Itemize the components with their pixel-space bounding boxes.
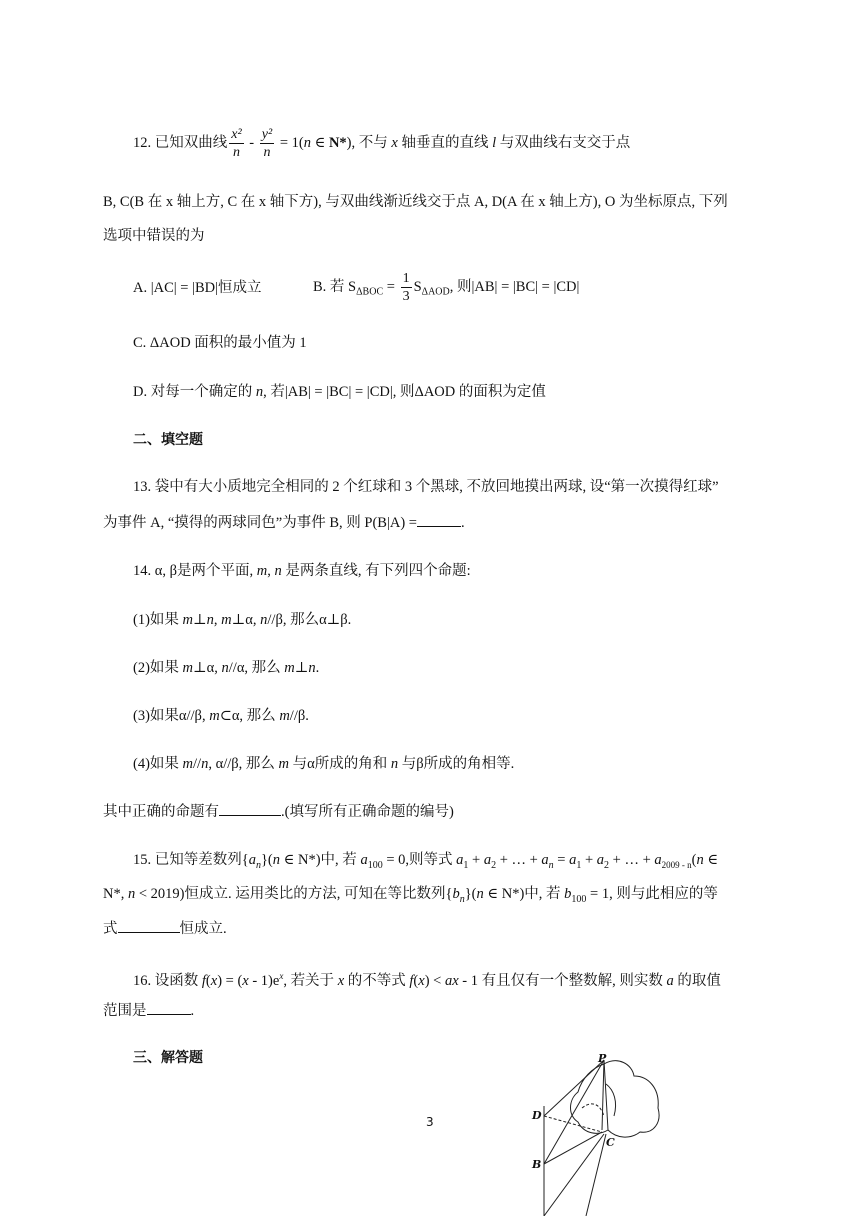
- answer-blank[interactable]: [219, 801, 281, 816]
- q12-option-d: D. 对每一个确定的 n, 若|AB| = |BC| = |CD|, 则ΔAOD 的面积为定值: [133, 384, 546, 400]
- section-heading-fill-in: 二、填空题: [133, 432, 203, 448]
- edge-pc-2: [604, 1060, 608, 1130]
- geometry-figure: [522, 1050, 672, 1216]
- q12-fraction-third: $\frac{1}{3}$: [402, 271, 410, 304]
- q12-option-a: A. |AC| = |BD|恒成立: [133, 280, 262, 296]
- label-d: D: [532, 1109, 542, 1122]
- q15-line1: 15. 已知等差数列$\{a_n\}(n$ ∈ N*)中, 若 $a_{100} = 0$,则等式 $a_1 + a_2$ + … + $a_n = a_1 + a_2$ + … + $a_{2009 - n}(n$ ∈: [133, 852, 719, 871]
- edge-dc: [544, 1116, 602, 1132]
- q13-line1: 13. 袋中有大小质地完全相同的 2 个红球和 3 个黑球, 不放回地摸出两球, 设“第一次摸得红球”: [133, 479, 719, 495]
- q12-fraction-y: $\frac{\text{y²}}{n}$: [261, 127, 273, 160]
- q14-proposition-2: (2)如果 m⊥α, n//α, 那么 m⊥n.: [133, 660, 320, 676]
- q14-proposition-4: (4)如果 m//n, α//β, 那么 m 与α所成的角和 n 与β所成的角相等.: [133, 756, 515, 772]
- q14-conclusion: 其中正确的命题有 .(填写所有正确命题的编号): [103, 801, 454, 822]
- answer-blank[interactable]: [417, 512, 461, 527]
- answer-blank[interactable]: [147, 1000, 191, 1015]
- q12-option-c: C. ΔAOD 面积的最小值为 1: [133, 335, 307, 351]
- q14-proposition-3: (3)如果α//β, m⊂α, 那么 m//β.: [133, 708, 309, 724]
- edge-pc: [602, 1060, 604, 1130]
- edge-pd: [544, 1060, 604, 1116]
- q12-option-b: B. 若 $S_{\Delta BOC}$ = $\frac{1}{3}$ $S_{\Delta AOD}$, 则|AB| = |BC| = |CD|: [313, 271, 580, 304]
- q12-fraction-x: $\frac{\text{x²}}{n}$: [231, 127, 242, 160]
- inner-surface-curve: [582, 1104, 604, 1116]
- q12-line2: B, C(B 在 x 轴上方, C 在 x 轴下方), 与双曲线渐近线交于点 A, D(A 在 x 轴上方), O 为坐标原点, 下列: [103, 194, 728, 210]
- q12-line1: 12. 已知双曲线 $\frac{\text{x²}}{n}$ - $\frac{\text{y²}}{n}$ = 1(n ∈ N*), 不与 x 轴垂直的直线 l 与双曲线右支交于点: [133, 127, 631, 160]
- label-p: P: [598, 1052, 607, 1065]
- label-c: C: [606, 1136, 615, 1149]
- edge-bottom-2: [586, 1134, 606, 1216]
- q14-proposition-1: (1)如果 m⊥n, m⊥α, n//β, 那么α⊥β.: [133, 612, 352, 628]
- section-heading-solutions: 三、解答题: [133, 1050, 203, 1066]
- edge-pb: [544, 1060, 604, 1164]
- q12-line3: 选项中错误的为: [103, 228, 205, 244]
- q16-line1: 16. 设函数 $f(x) = (x - 1)e^x$, 若关于 x 的不等式 f(x) < ax - 1 有且仅有一个整数解, 则实数 a 的取值: [133, 971, 721, 989]
- q14-intro: 14. α, β是两个平面, m, n 是两条直线, 有下列四个命题:: [133, 563, 471, 579]
- q15-line2: N*, n < 2019)恒成立. 运用类比的方法, 可知在等比数列$\{b_n\}(n$ ∈ N*)中, 若 $b_{100} = 1$, 则与此相应的等: [103, 886, 718, 905]
- q16-line2: 范围是 .: [103, 1000, 194, 1021]
- label-b: B: [532, 1158, 542, 1171]
- answer-blank[interactable]: [118, 918, 180, 933]
- q13-line2: 为事件 A, “摸得的两球同色”为事件 B, 则 P(B|A) = .: [103, 512, 465, 533]
- page-number: 3: [426, 1115, 434, 1129]
- inner-surface-curve: [606, 1084, 616, 1116]
- edge-bottom: [544, 1134, 604, 1216]
- q15-line3: 式 恒成立.: [103, 918, 227, 939]
